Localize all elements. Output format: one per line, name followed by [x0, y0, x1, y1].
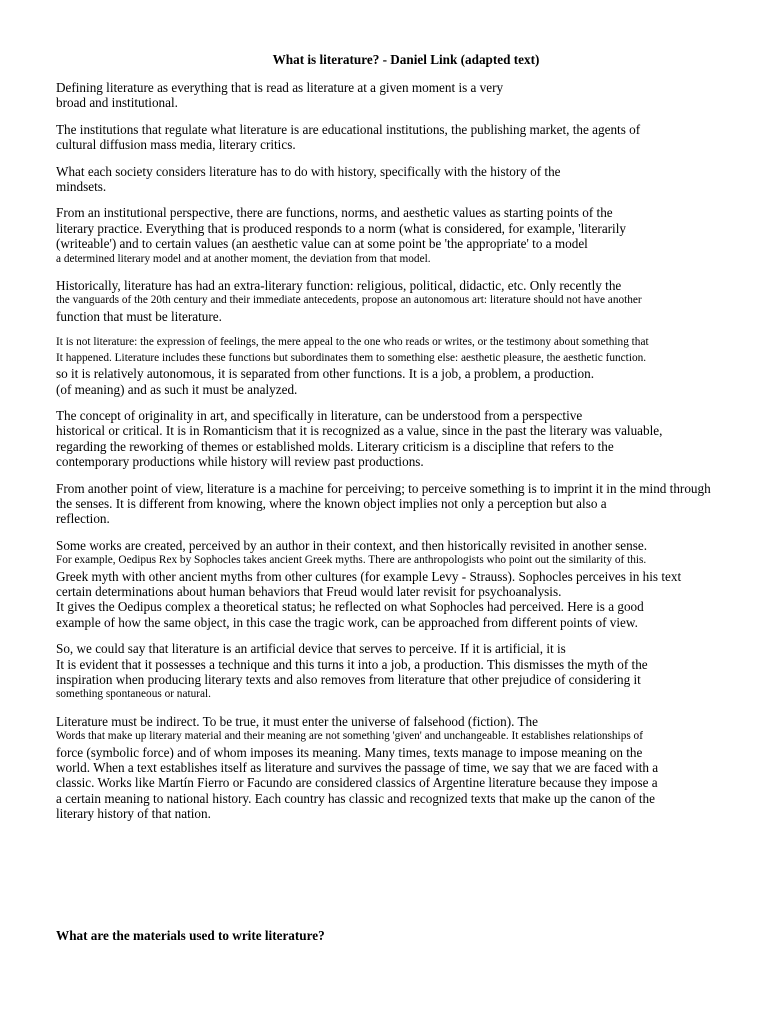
paragraph [56, 481, 746, 527]
text-line: the senses. It is different from knowing, where the known object implies not only a perception but also a [56, 495, 607, 511]
text-line: What each society considers literature has to do with history, specifically with the history of the [56, 163, 561, 179]
text-line: cultural diffusion mass media, literary critics. [56, 137, 296, 153]
text-line: literary history of that nation. [56, 806, 211, 822]
text-line: It is not literature: the expression of feelings, the mere appeal to the one who reads or writes, or the testimony about something that [56, 336, 649, 349]
paragraph [56, 408, 746, 470]
text-line: mindsets. [56, 179, 107, 195]
paragraph [56, 714, 746, 822]
text-line: so it is relatively autonomous, it is separated from other functions. It is a job, a problem, a production. [56, 366, 595, 382]
text-line: (writeable') and to certain values (an aesthetic value can at some point be 'the appropriate' to a model [56, 236, 588, 252]
document-body [56, 52, 746, 833]
text-line: certain determinations about human behaviors that Freud would later revisit for psychoanalysis. [56, 583, 562, 599]
text-line: historical or critical. It is in Romanticism that it is recognized as a value, since in the past the literary was valuable, [56, 423, 663, 439]
text-line: literary practice. Everything that is produced responds to a norm (what is considered, for example, 'literarily [56, 220, 626, 236]
text-line: function that must be literature. [56, 308, 222, 324]
text-line: So, we could say that literature is an artificial device that serves to perceive. If it is artificial, it is [56, 641, 566, 657]
paragraph [56, 335, 746, 397]
text-line: something spontaneous or natural. [56, 688, 211, 701]
paragraph [56, 80, 746, 111]
document-title: What is literature? - Daniel Link (adapted text) [272, 52, 540, 67]
text-line: broad and institutional. [56, 95, 178, 111]
paragraph [56, 122, 746, 153]
text-line: (of meaning) and as such it must be analyzed. [56, 381, 298, 397]
text-line: Words that make up literary material and their meaning are not something 'given' and unchangeable. It establishes relationships of [56, 730, 643, 743]
text-line: From another point of view, literature is a machine for perceiving; to perceive something is to imprint it in the mind through [56, 480, 711, 496]
section-heading: What are the materials used to write literature? [56, 928, 325, 943]
text-line: Some works are created, perceived by an author in their context, and then historically revisited in another sense. [56, 537, 648, 553]
text-line: The concept of originality in art, and specifically in literature, can be understood from a perspective [56, 407, 583, 423]
text-line: world. When a text establishes itself as literature and survives the passage of time, we say that we are faced with a [56, 760, 659, 776]
text-line: It happened. Literature includes these functions but subordinates them to something else: aesthetic pleasure, the aesthetic function. [56, 351, 647, 364]
text-line: reflection. [56, 511, 110, 527]
text-line: classic. Works like Martín Fierro or Facundo are considered classics of Argentine literature because they impose a [56, 775, 658, 791]
text-line: It is evident that it possesses a technique and this turns it into a job, a production. This dismisses the myth of the [56, 656, 648, 672]
text-line: It gives the Oedipus complex a theoretical status; he reflected on what Sophocles had perceived. Here is a good [56, 599, 644, 615]
paragraph [56, 205, 746, 267]
paragraph [56, 538, 746, 630]
paragraph [56, 641, 746, 703]
text-line: Historically, literature has had an extra-literary function: religious, political, didactic, etc. Only recently the [56, 278, 622, 294]
text-line: Literature must be indirect. To be true, it must enter the universe of falsehood (fiction). The [56, 713, 538, 729]
text-line: Defining literature as everything that is read as literature at a given moment is a very [56, 80, 504, 95]
text-line: force (symbolic force) and of whom imposes its meaning. Many times, texts manage to impose meaning on the [56, 744, 643, 760]
text-line: For example, Oedipus Rex by Sophocles takes ancient Greek myths. There are anthropologists who point out the similarity of this. [56, 554, 647, 567]
text-line: regarding the reworking of themes or established molds. Literary criticism is a discipline that refers to the [56, 438, 614, 454]
text-line: example of how the same object, in this case the tragic work, can be approached from different points of view. [56, 614, 638, 630]
text-line: a certain meaning to national history. Each country has classic and recognized texts that make up the canon of the [56, 790, 655, 806]
text-line: The institutions that regulate what literature is are educational institutions, the publishing market, the agents of [56, 121, 641, 137]
paragraph-list [56, 80, 746, 822]
paragraph [56, 164, 746, 195]
text-line: the vanguards of the 20th century and their immediate antecedents, propose an autonomous art: literature should not have another [56, 294, 642, 307]
text-line: Greek myth with other ancient myths from other cultures (for example Levy - Strauss). Sophocles perceives in his text [56, 568, 682, 584]
text-line: a determined literary model and at another moment, the deviation from that model. [56, 252, 431, 265]
text-line: inspiration when producing literary texts and also removes from literature that other prejudice of considering it [56, 672, 641, 687]
paragraph [56, 278, 746, 324]
text-line: From an institutional perspective, there are functions, norms, and aesthetic values as starting points of the [56, 205, 613, 221]
text-line: contemporary productions while history will review past productions. [56, 454, 424, 470]
